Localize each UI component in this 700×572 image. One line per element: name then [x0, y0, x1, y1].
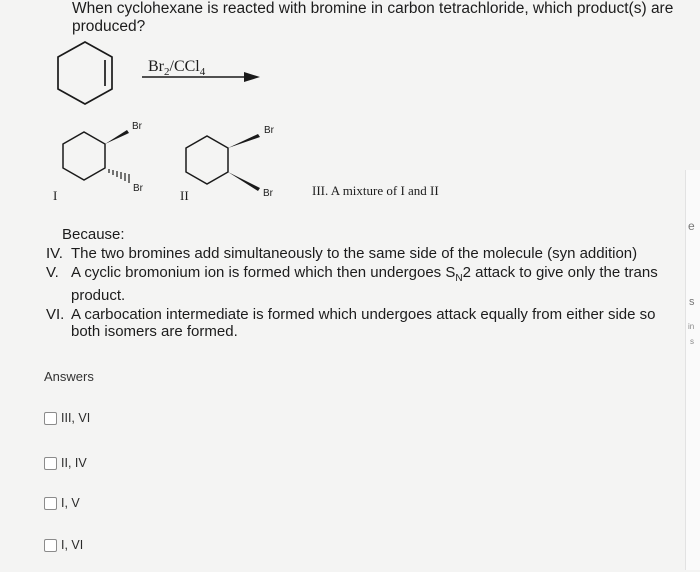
edge-fragment: s	[689, 296, 695, 308]
answer-option-label: I, VI	[61, 538, 84, 552]
answer-option-iii-vi[interactable]	[44, 411, 90, 425]
reasons-list	[46, 245, 666, 342]
product-label-iii: III. A mixture of I and II	[312, 183, 439, 198]
reason-text: A cyclic bromonium ion is formed which then undergoes $S_N2$ attack to give only the trans product.	[71, 264, 658, 304]
reason-numeral: IV.	[46, 245, 63, 262]
edge-fragment: e	[688, 219, 695, 233]
answer-checkbox[interactable]	[44, 457, 57, 470]
cyclohexene-structure	[50, 36, 120, 116]
product-i-br-bottom: Br	[133, 183, 143, 194]
reason-numeral: V.	[46, 264, 59, 281]
product-label-ii: II	[180, 188, 189, 203]
answer-checkbox[interactable]	[44, 539, 57, 552]
answer-checkbox[interactable]	[44, 497, 57, 510]
reason-v	[46, 264, 666, 304]
answer-option-ii-iv[interactable]	[44, 456, 87, 470]
reason-iv	[46, 245, 666, 262]
product-ii-br-bottom: Br	[263, 188, 273, 199]
reagent-label: $Br_2/CCl_4$	[148, 58, 206, 79]
answer-option-i-vi[interactable]	[44, 538, 83, 552]
answers-label: Answers	[44, 369, 94, 384]
product-i-br-top: Br	[132, 121, 142, 132]
reason-numeral: VI.	[46, 306, 65, 323]
answer-option-label: III, VI	[61, 411, 91, 425]
answer-option-label: II, IV	[61, 456, 87, 470]
answer-option-label: I, V	[61, 496, 80, 510]
edge-fragment: in	[688, 322, 695, 331]
question-text: When cyclohexane is reacted with bromine in carbon tetrachloride, which product(s) are produced?	[72, 0, 674, 35]
product-label-i: I	[53, 188, 58, 203]
answer-checkbox[interactable]	[44, 412, 57, 425]
edge-fragment: s	[690, 337, 694, 346]
because-label: Because:	[62, 226, 125, 243]
reaction-arrow	[140, 70, 262, 84]
answer-option-i-v[interactable]	[44, 496, 80, 510]
reason-text: A carbocation intermediate is formed which undergoes attack equally from either side so both isomers are formed.	[71, 306, 656, 340]
reason-text: The two bromines add simultaneously to the same side of the molecule (syn addition)	[71, 245, 638, 262]
product-ii-br-top: Br	[264, 125, 274, 136]
reason-vi	[46, 306, 666, 340]
